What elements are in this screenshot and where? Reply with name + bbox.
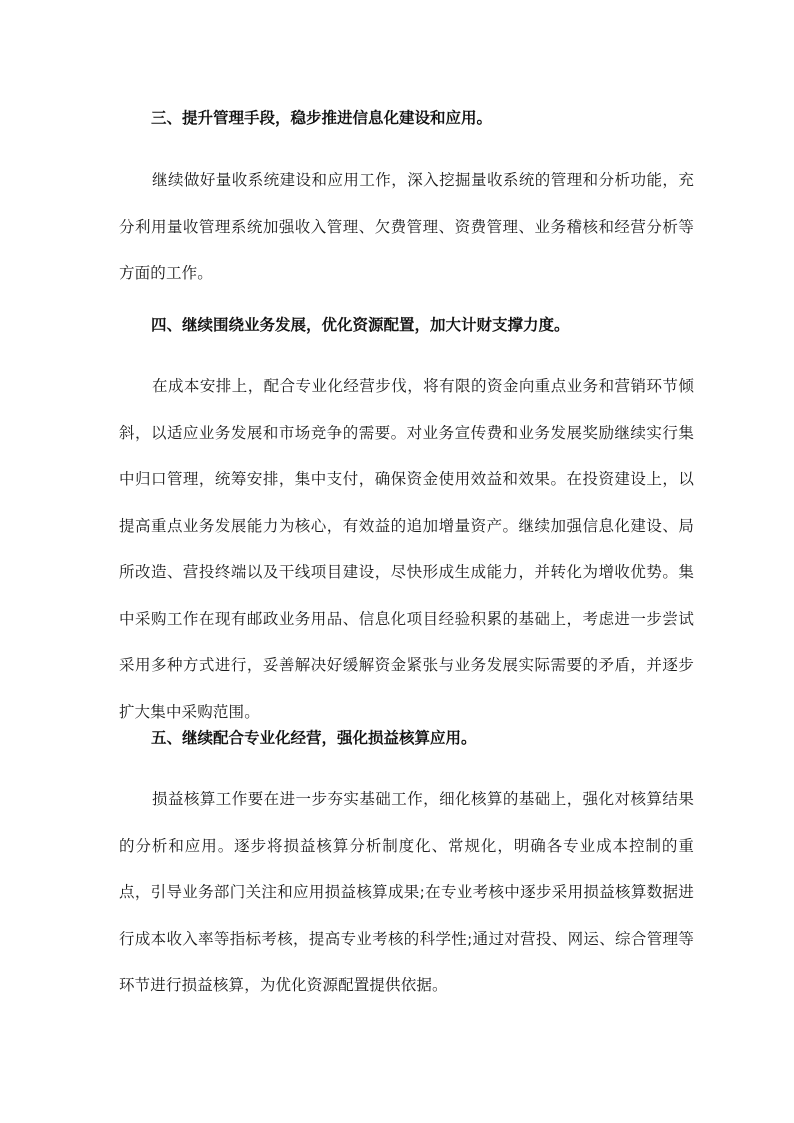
section-3-paragraph: 继续做好量收系统建设和应用工作，深入挖掘量收系统的管理和分析功能，充分利用量收管理系统加强收入管理、欠费管理、资费管理、业务稽核和经营分析等方面的工作。	[119, 171, 694, 282]
section-5-paragraph: 损益核算工作要在进一步夯实基础工作，细化核算的基础上，强化对核算结果的分析和应用。逐步将损益核算分析制度化、常规化，明确各专业成本控制的重点，引导业务部门关注和应用损益核算成果;在专业考核中逐步采用损益核算数据进行成本收入率等指标考核，提高专业考核的科学性;通过对营投、网运、综合管理等环节进行损益核算，为优化资源配置提供依据。	[119, 790, 694, 994]
section-4-heading: 四、继续围绕业务发展，优化资源配置，加大计财支撑力度。	[151, 316, 570, 334]
section-5-heading: 五、继续配合专业化经营，强化损益核算应用。	[151, 729, 477, 747]
section-4-paragraph: 在成本安排上，配合专业化经营步伐，将有限的资金向重点业务和营销环节倾斜，以适应业务发展和市场竞争的需要。对业务宣传费和业务发展奖励继续实行集中归口管理，统筹安排，集中支付，确保资金使用效益和效果。在投资建设上，以提高重点业务发展能力为核心，有效益的追加增量资产。继续加强信息化建设、局所改造、营投终端以及干线项目建设，尽快形成生成能力，并转化为增收优势。集中采购工作在现有邮政业务用品、信息化项目经验积累的基础上，考虑进一步尝试采用多种方式进行，妥善解决好缓解资金紧张与业务发展实际需要的矛盾，并逐步扩大集中采购范围。	[119, 377, 694, 721]
section-3-heading: 三、提升管理手段，稳步推进信息化建设和应用。	[151, 109, 493, 127]
